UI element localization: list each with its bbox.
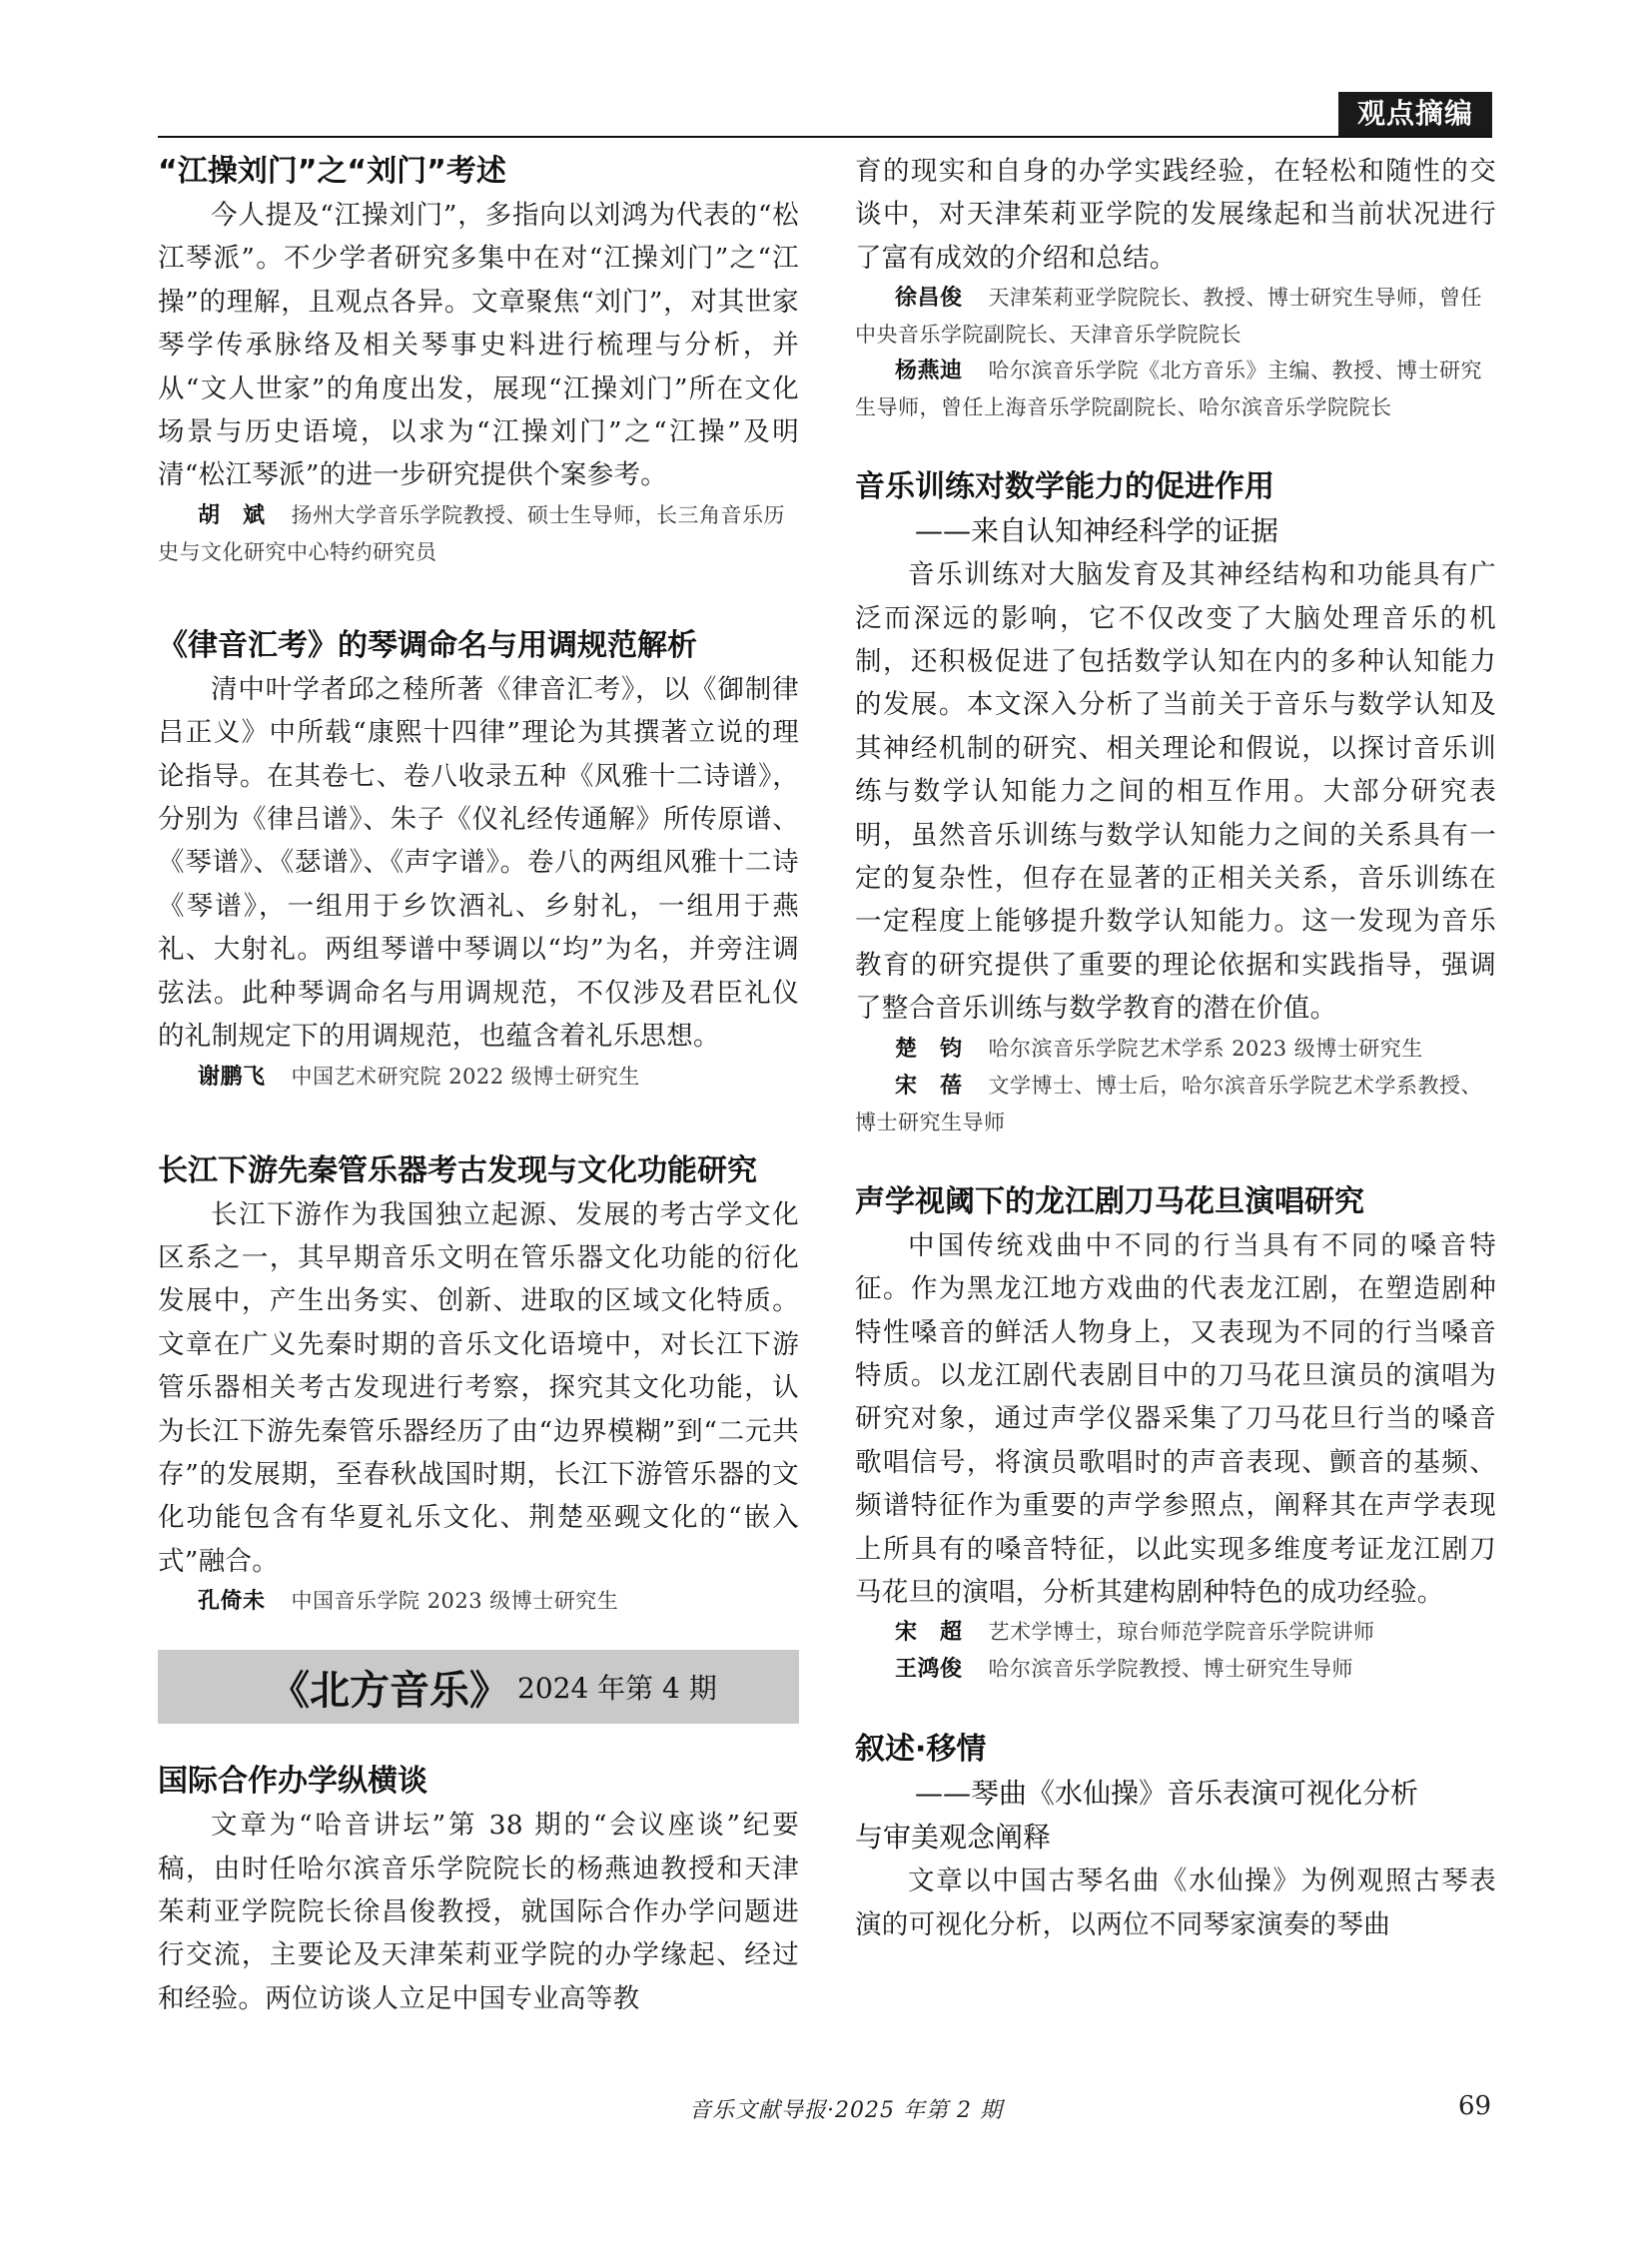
author-name: 孔倚未 xyxy=(198,1589,266,1615)
article-body: 清中叶学者邱之稑所著《律音汇考》，以《御制律吕正义》中所载“康熙十四律”理论为其撰著立说的理论指导。在其卷七、卷八收录五种《风雅十二诗谱》，分别为《律吕谱》、朱子《仪礼经传通解》所传原谱、《琴谱》、《瑟谱》、《声字谱》。卷八的两组风雅十二诗《琴谱》，一组用于乡饮酒礼、乡射礼，一组用于燕礼、大射礼。两组琴谱中琴调以“均”为名，并旁注调弦法。此种琴调命名与用调规范，不仅涉及君臣礼仪的礼制规定下的用调规范，也蕴含着礼乐思想。 xyxy=(158,673,799,1053)
issue-journal-name: 《北方音乐》 xyxy=(270,1667,509,1714)
article-author xyxy=(158,497,799,570)
article-body: 长江下游作为我国独立起源、发展的考古学文化区系之一，其早期音乐文明在管乐器文化功能的衍化发展中，产生出务实、创新、进取的区域文化特质。文章在广义先秦时期的音乐文化语境中，对长江下游管乐器相关考古发现进行考察，探究其文化功能，认为长江下游先秦管乐器经历了由“边界模糊”到“二元共存”的发展期，至春秋战国时期，长江下游管乐器的文化功能包含有华夏礼乐文化、荆楚巫觋文化的“嵌入式”融合。 xyxy=(158,1198,799,1577)
author-info: 天津茱莉亚学院院长、教授、博士研究生导师，曾任中央音乐学院副院长、天津音乐学院院长 xyxy=(855,286,1483,348)
article-jiangcao-liumen xyxy=(158,150,799,570)
author-name: 楚 钧 xyxy=(895,1036,963,1062)
article-international-cooperation xyxy=(158,1760,799,2020)
article-title: 声学视阈下的龙江剧刀马花旦演唱研究 xyxy=(855,1183,1364,1219)
article-subtitle: ——琴曲《水仙操》音乐表演可视化分析 xyxy=(915,1777,1419,1811)
author-info: 哈尔滨音乐学院《北方音乐》主编、教授、博士研究生导师，曾任上海音乐学院副院长、哈尔滨音乐学院院长 xyxy=(855,359,1483,420)
author-info: 中国音乐学院 2023 级博士研究生 xyxy=(291,1589,619,1614)
article-author xyxy=(855,1651,1496,1688)
article-author xyxy=(855,1031,1496,1068)
article-body: 育的现实和自身的办学实践经验，在轻松和随性的交谈中，对天津茱莉亚学院的发展缘起和当前状况进行了富有成效的介绍和总结。 xyxy=(855,156,1496,274)
author-name: 徐昌俊 xyxy=(895,286,963,312)
article-music-math xyxy=(855,465,1496,1139)
author-name: 杨燕迪 xyxy=(895,359,963,384)
footer-journal: 音乐文献导报·2025 年第 2 期 xyxy=(689,2098,1003,2123)
article-subtitle-cont: 与审美观念阐释 xyxy=(855,1821,1052,1855)
article-body: 文章为“哈音讲坛”第 38 期的“会议座谈”纪要稿，由时任哈尔滨音乐学院院长的杨燕迪教授和天津茱莉亚学院院长徐昌俊教授，就国际合作办学问题进行交流，主要论及天津茱莉亚学院的办学缘起、经过和经验。两位访谈人立足中国专业高等教 xyxy=(158,1810,799,2014)
section-badge: 观点摘编 xyxy=(1338,92,1492,136)
article-author xyxy=(158,1059,799,1096)
article-body: 今人提及“江操刘门”，多指向以刘鸿为代表的“松江琴派”。不少学者研究多集中在对“江操刘门”之“江操”的理解，且观点各异。文章聚焦“刘门”，对其世家琴学传承脉络及相关琴事史料进行梳理与分析，并从“文人世家”的角度出发，展现“江操刘门”所在文化场景与历史语境，以求为“江操刘门”之“江操”及明清“松江琴派”的进一步研究提供个案参考。 xyxy=(158,200,799,491)
article-title: 《律音汇考》的琴调命名与用调规范解析 xyxy=(158,627,697,663)
left-column xyxy=(158,150,799,2020)
author-name: 谢鹏飞 xyxy=(198,1064,266,1090)
article-lvyin-huikao xyxy=(158,624,799,1096)
author-info: 艺术学博士，琼台师范学院音乐学院讲师 xyxy=(988,1620,1375,1645)
article-changjiang-wind-instruments xyxy=(158,1149,799,1621)
article-body: 音乐训练对大脑发育及其神经结构和功能具有广泛而深远的影响，它不仅改变了大脑处理音乐的机制，还积极促进了包括数学认知在内的多种认知能力的发展。本文深入分析了当前关于音乐与数学认知及其神经机制的研究、相关理论和假说，以探讨音乐训练与数学认知能力之间的相互作用。大部分研究表明，虽然音乐训练与数学认知能力之间的关系具有一定的复杂性，但存在显著的正相关关系，音乐训练在一定程度上能够提升数学认知能力。这一发现为音乐教育的研究提供了重要的理论依据和实践指导，强调了整合音乐训练与数学教育的潜在价值。 xyxy=(855,559,1496,1025)
article-title: “江操刘门”之“刘门”考述 xyxy=(158,154,506,189)
author-info: 文学博士、博士后，哈尔滨音乐学院艺术学系教授、博士研究生导师 xyxy=(855,1073,1483,1134)
author-name: 王鸿俊 xyxy=(895,1657,963,1683)
author-name: 宋 超 xyxy=(895,1620,963,1646)
article-subtitle: ——来自认知神经科学的证据 xyxy=(915,514,1279,548)
article-shuixian-cao xyxy=(855,1728,1496,1946)
article-international-cooperation-cont xyxy=(855,150,1496,425)
author-info: 中国艺术研究院 2022 级博士研究生 xyxy=(291,1064,640,1089)
right-column xyxy=(855,150,1496,1946)
article-body: 文章以中国古琴名曲《水仙操》为例观照古琴表演的可视化分析，以两位不同琴家演奏的琴曲 xyxy=(855,1866,1496,1940)
author-name: 宋 蓓 xyxy=(895,1073,963,1099)
page-number: 69 xyxy=(1458,2091,1492,2121)
header-rule xyxy=(158,136,1492,138)
article-author xyxy=(855,1068,1496,1140)
article-title: 长江下游先秦管乐器考古发现与文化功能研究 xyxy=(158,1152,757,1188)
article-author xyxy=(855,353,1496,425)
article-author xyxy=(158,1583,799,1620)
author-info: 扬州大学音乐学院教授、硕士生导师，长三角音乐历史与文化研究中心特约研究员 xyxy=(158,502,786,564)
article-author xyxy=(855,280,1496,353)
issue-number: 2024 年第 4 期 xyxy=(517,1672,717,1706)
author-name: 胡 斌 xyxy=(198,502,266,528)
author-info: 哈尔滨音乐学院教授、博士研究生导师 xyxy=(988,1657,1354,1682)
article-longjiang-opera xyxy=(855,1180,1496,1689)
issue-banner xyxy=(158,1650,799,1724)
article-title: 音乐训练对数学能力的促进作用 xyxy=(855,469,1274,505)
article-author xyxy=(855,1614,1496,1651)
article-title: 国际合作办学纵横谈 xyxy=(158,1764,427,1800)
article-body: 中国传统戏曲中不同的行当具有不同的嗓音特征。作为黑龙江地方戏曲的代表龙江剧，在塑造剧种特性嗓音的鲜活人物身上，又表现为不同的行当嗓音特质。以龙江剧代表剧目中的刀马花旦演员的演唱为研究对象，通过声学仪器采集了刀马花旦行当的嗓音歌唱信号，将演员歌唱时的声音表现、颤音的基频、频谱特征作为重要的声学参照点，阐释其在声学表现上所具有的嗓音特征，以此实现多维度考证龙江剧刀马花旦的演唱，分析其建构剧种特色的成功经验。 xyxy=(855,1229,1496,1608)
article-title: 叙述·移情 xyxy=(855,1732,987,1768)
author-info: 哈尔滨音乐学院艺术学系 2023 级博士研究生 xyxy=(988,1036,1423,1061)
